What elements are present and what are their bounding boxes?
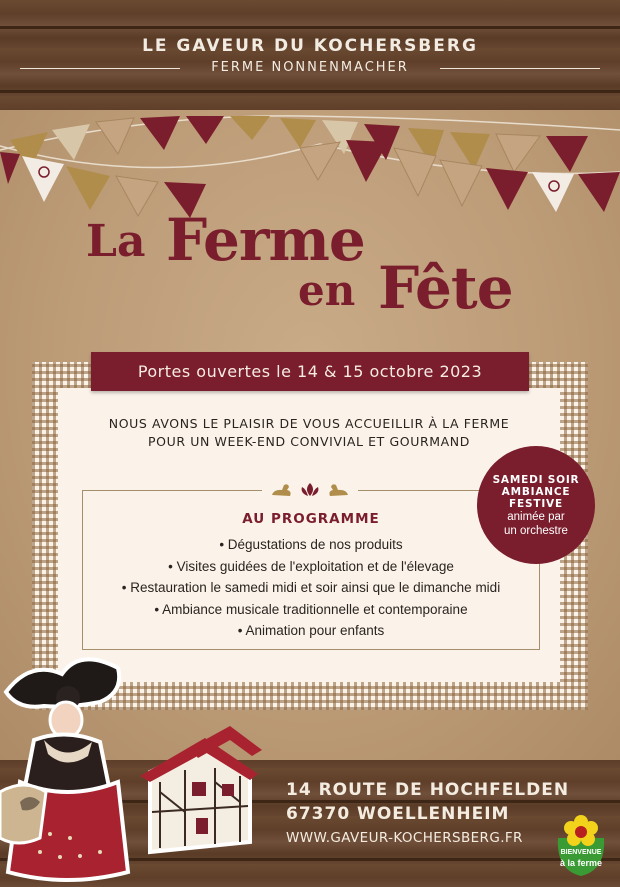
title-ferme: Ferme bbox=[166, 206, 365, 274]
badge-line: FESTIVE bbox=[509, 498, 563, 510]
programme-list bbox=[82, 534, 540, 642]
programme-item: • Visites guidées de l'exploitation et de l'élevage bbox=[82, 556, 540, 578]
logo-text: à la ferme bbox=[559, 858, 603, 868]
invitation-line: POUR UN WEEK-END CONVIVIAL ET GOURMAND bbox=[148, 434, 470, 449]
badge-line: AMBIANCE bbox=[501, 486, 571, 498]
wood-plank-line bbox=[0, 26, 620, 29]
address-street: 14 ROUTE DE HOCHFELDEN bbox=[286, 780, 570, 800]
title-en: en bbox=[298, 266, 356, 315]
address-city: 67370 WOELLENHEIM bbox=[286, 804, 510, 824]
invitation-line: NOUS AVONS LE PLAISIR DE VOUS ACCUEILLIR À LA FERME bbox=[108, 416, 510, 431]
programme-title: AU PROGRAMME bbox=[242, 511, 380, 527]
title-la: La bbox=[86, 216, 146, 267]
farm-name: LE GAVEUR DU KOCHERSBERG bbox=[142, 36, 478, 56]
programme-item: • Dégustations de nos produits bbox=[82, 534, 540, 556]
website-link[interactable]: WWW.GAVEUR-KOCHERSBERG.FR bbox=[286, 830, 523, 846]
badge-line: SAMEDI SOIR bbox=[492, 474, 580, 486]
logo-text: BIENVENUE bbox=[560, 849, 602, 856]
farm-subtitle: FERME NONNENMACHER bbox=[211, 60, 409, 75]
title-fete: Fête bbox=[378, 254, 513, 322]
wood-plank-line bbox=[0, 90, 620, 93]
programme-item: • Animation pour enfants bbox=[82, 620, 540, 642]
saturday-night-badge bbox=[477, 446, 595, 564]
badge-line: animée par bbox=[507, 511, 565, 523]
invitation-text bbox=[58, 415, 560, 451]
programme-item: • Restauration le samedi midi et soir ainsi que le dimanche midi bbox=[82, 577, 540, 599]
farm-subtitle-row bbox=[0, 60, 620, 78]
dates-banner: Portes ouvertes le 14 & 15 octobre 2023 bbox=[91, 352, 529, 391]
duck-ornament-icon bbox=[262, 477, 358, 503]
programme-item: • Ambiance musicale traditionnelle et contemporaine bbox=[82, 599, 540, 621]
badge-line: un orchestre bbox=[504, 525, 568, 537]
alsatian-girl-and-house-illustration-icon bbox=[0, 652, 270, 887]
